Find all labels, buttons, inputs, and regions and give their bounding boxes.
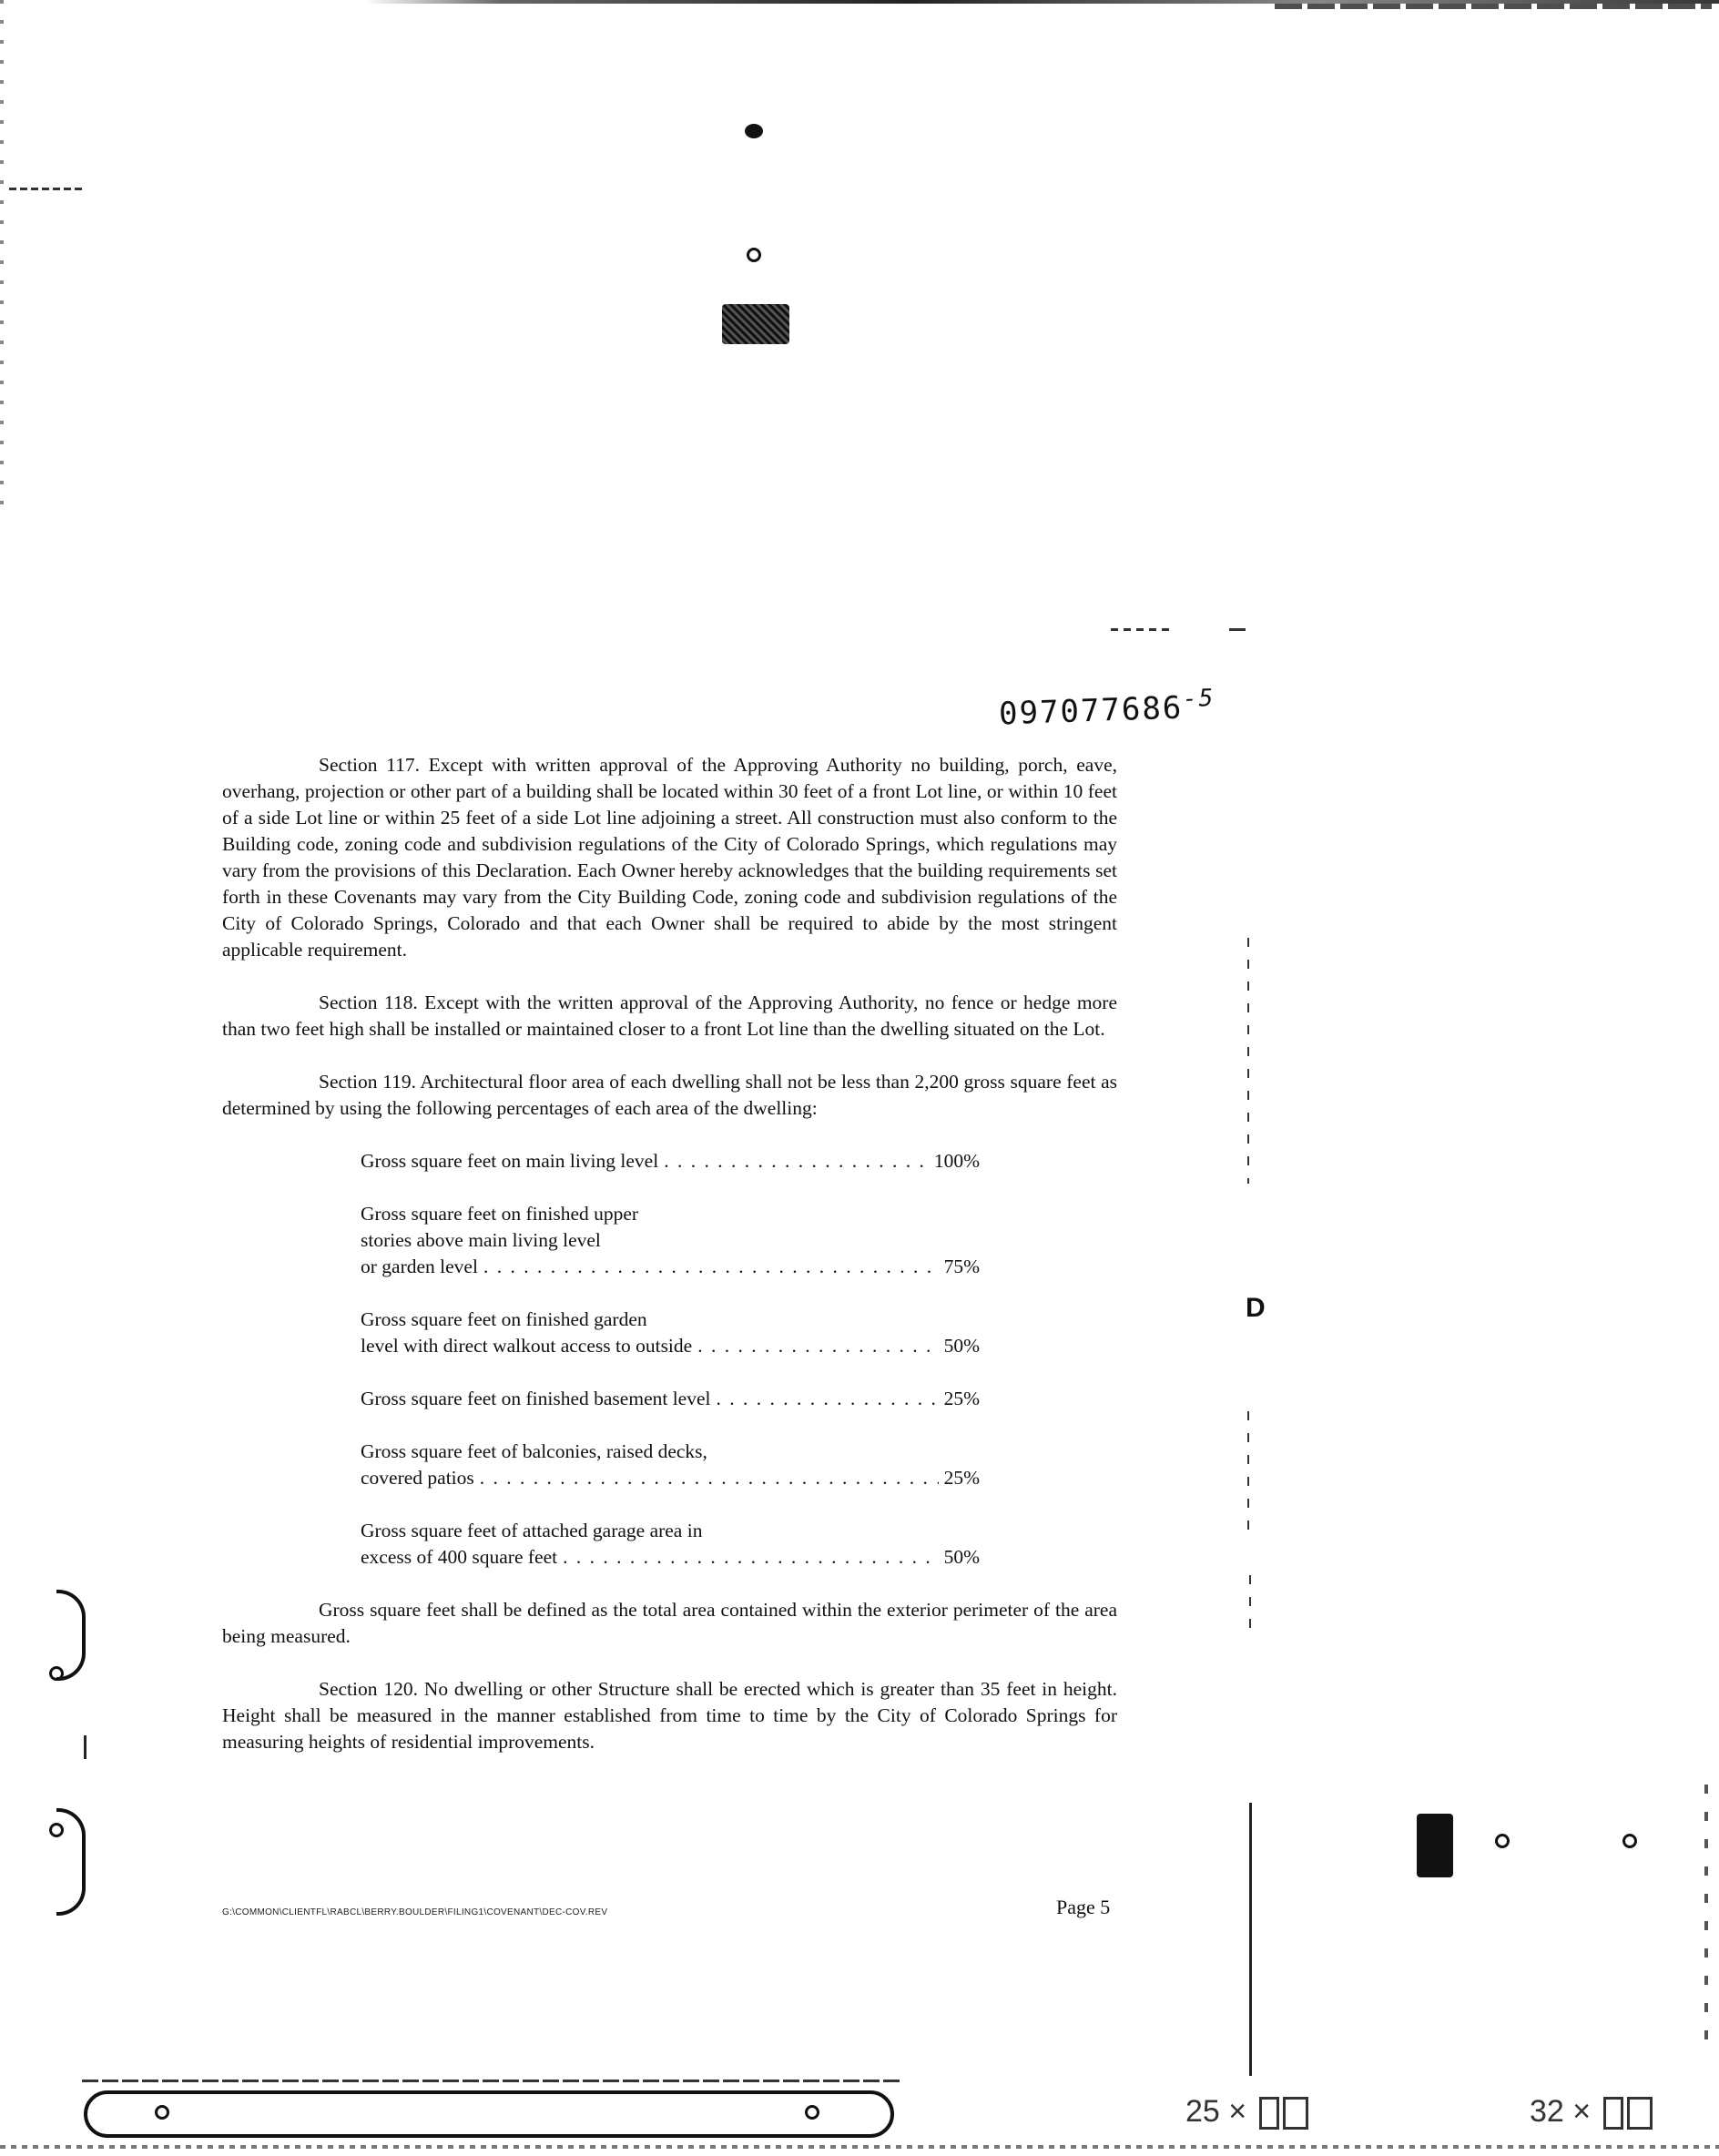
scan-line-bottom — [82, 2080, 901, 2082]
margin-line — [1247, 1411, 1249, 1539]
binder-bracket — [56, 1808, 86, 1916]
floor-area-item — [361, 1518, 980, 1571]
scan-block-mark — [1417, 1814, 1453, 1877]
document-number — [998, 685, 1216, 733]
floor-area-item-line: stories above main living level — [361, 1229, 601, 1251]
leader-dots — [697, 1333, 938, 1359]
document-number-digits: 097077686 — [998, 689, 1184, 733]
floor-area-item-last-line — [361, 1254, 980, 1280]
floor-area-item-line: Gross square feet on finished upper — [361, 1203, 639, 1225]
binder-hole — [805, 2105, 819, 2120]
leader-dots — [717, 1386, 939, 1412]
floor-area-percent: 25% — [943, 1388, 980, 1409]
floor-area-item-line: Gross square feet on finished garden — [361, 1308, 647, 1330]
scan-circle-mark — [1622, 1834, 1637, 1848]
floor-area-label: or garden level — [361, 1256, 478, 1277]
floor-area-percent: 25% — [943, 1467, 980, 1489]
margin-letter: D — [1246, 1293, 1266, 1323]
margin-line — [1249, 1803, 1252, 2076]
floor-area-item — [361, 1201, 980, 1280]
section-120: Section 120. No dwelling or other Structure shall be erected which is greater than 35 feet in height. Height shall be measured in the manner established from time to time by the City of Colorado Springs for measuring heights of residential improvements. — [222, 1678, 1117, 1753]
margin-line — [1249, 1575, 1251, 1630]
floor-area-item-last-line — [361, 1386, 980, 1412]
floor-area-label: covered patios — [361, 1467, 474, 1489]
leader-dots — [483, 1254, 939, 1280]
floor-area-percent: 75% — [943, 1256, 980, 1277]
scan-edge-bottom — [0, 2145, 1719, 2149]
leader-dots — [664, 1148, 929, 1175]
leader-dots — [480, 1465, 939, 1491]
section-117: Section 117. Except with written approval of the Approving Authority no building, porch, eave, overhang, projection or other part of a building shall be located within 30 feet of a front Lot line, or within 10 feet of a side Lot line or within 25 feet of a side Lot line adjoining a street. All construction must also conform to the Building code, zoning code and subdivision regulations of the City of Colorado Springs, which regulations may vary from the provisions of this Declaration. Each Owner hereby acknowledges that the building requirements set forth in these Covenants may vary from the City Building Code, zoning code and subdivision regulations of the City of Colorado Springs, Colorado and that each Owner shall be required to abide by the most stringent applicable requirement. — [222, 754, 1117, 961]
floor-area-item — [361, 1386, 980, 1412]
floor-area-percent: 50% — [943, 1335, 980, 1357]
page-number: Page 5 — [1056, 1896, 1111, 1918]
margin-line — [1247, 938, 1249, 1184]
scan-dash-mark — [1111, 628, 1175, 631]
document-number-suffix: -5 — [1182, 684, 1216, 714]
gross-square-feet-definition: Gross square feet shall be defined as the total area contained within the exterior perimeter of the area being measured. — [222, 1599, 1117, 1647]
section-119: Section 119. Architectural floor area of each dwelling shall not be less than 2,200 gross square feet as determined by using the following percentages of each area of the dwelling: — [222, 1071, 1117, 1119]
floor-area-item-line: Gross square feet of balconies, raised decks, — [361, 1440, 707, 1462]
scan-circle-mark — [1495, 1834, 1510, 1848]
binder-strip — [84, 2090, 894, 2138]
floor-area-item-last-line — [361, 1465, 980, 1491]
scan-edge-top-dashes — [1275, 4, 1712, 9]
floor-area-label: Gross square feet on main living level — [361, 1150, 659, 1172]
scan-edge-left — [0, 0, 4, 510]
floor-area-item-last-line — [361, 1333, 980, 1359]
floor-area-percent: 50% — [943, 1546, 980, 1568]
punch-hole-mark — [745, 124, 763, 138]
floor-area-item — [361, 1148, 980, 1175]
floor-area-label: Gross square feet on finished basement level — [361, 1388, 711, 1409]
floor-area-item — [361, 1439, 980, 1491]
leader-dots — [563, 1544, 938, 1571]
scan-dash-mark — [1229, 628, 1246, 631]
binder-hole — [155, 2105, 169, 2120]
floor-area-item-last-line — [361, 1544, 980, 1571]
size-mark-2-icon — [1603, 2097, 1623, 2130]
floor-area-percentages — [361, 1148, 980, 1571]
size-mark-1 — [1185, 2094, 1308, 2130]
floor-area-percent: 100% — [933, 1150, 980, 1172]
size-mark-1-label: 25 × — [1185, 2094, 1247, 2129]
binder-hole — [49, 1666, 64, 1681]
floor-area-item — [361, 1307, 980, 1359]
size-mark-2-label: 32 × — [1530, 2094, 1592, 2129]
floor-area-label: excess of 400 square feet — [361, 1546, 558, 1568]
size-mark-1-icon-b — [1283, 2097, 1308, 2130]
scan-stamp-mark — [722, 304, 789, 344]
size-mark-2-icon-b — [1627, 2097, 1653, 2130]
document-body — [222, 752, 1117, 1782]
binder-line — [84, 1735, 86, 1759]
scan-circle-mark — [747, 248, 761, 262]
scan-edge-right — [1704, 1785, 1708, 2058]
size-mark-1-icon — [1259, 2097, 1279, 2130]
file-path: G:\COMMON\CLIENTFL\RABCL\BERRY.BOULDER\FILING1\COVENANT\DEC-COV.REV — [222, 1907, 608, 1917]
section-118: Section 118. Except with the written approval of the Approving Authority, no fence or hedge more than two feet high shall be installed or maintained closer to a front Lot line than the dwelling situated on the Lot. — [222, 992, 1117, 1040]
scan-mark-left — [9, 188, 86, 190]
floor-area-item-line: Gross square feet of attached garage area in — [361, 1520, 703, 1541]
size-mark-2 — [1530, 2094, 1653, 2130]
floor-area-label: level with direct walkout access to outside — [361, 1335, 693, 1357]
floor-area-item-last-line — [361, 1148, 980, 1175]
